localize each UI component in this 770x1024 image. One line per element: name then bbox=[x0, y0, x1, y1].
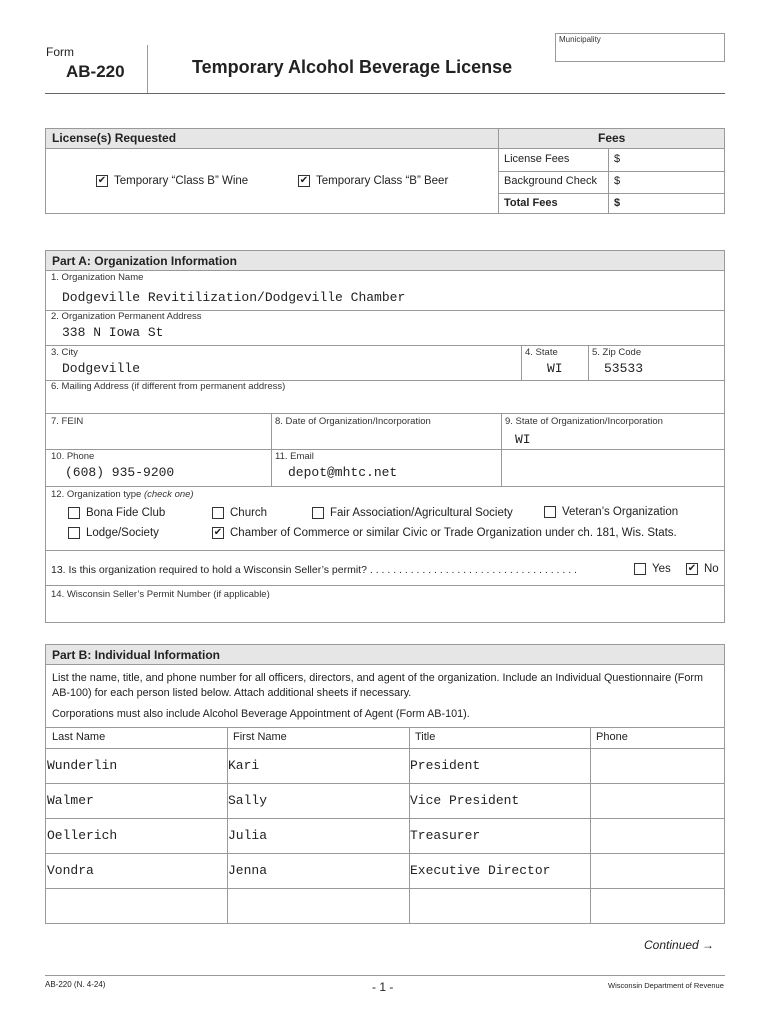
column-header: Phone bbox=[596, 731, 628, 743]
table-cell[interactable]: Jenna bbox=[228, 863, 268, 878]
license-option-wine[interactable]: ✔Temporary “Class B” Wine bbox=[96, 175, 248, 187]
zip-value[interactable]: 53533 bbox=[604, 361, 644, 376]
department-name: Wisconsin Department of Revenue bbox=[608, 981, 724, 990]
org-type-veteran[interactable]: Veteran’s Organization bbox=[544, 506, 678, 518]
state-label: 4. State bbox=[525, 347, 558, 358]
table-cell[interactable]: Vice President bbox=[410, 793, 520, 808]
fees-heading: Fees bbox=[598, 131, 626, 145]
table-cell[interactable]: Oellerich bbox=[47, 828, 118, 843]
org-type-chamber[interactable]: ✔ Chamber of Commerce or similar Civic or Trade Organization under ch. 181, Wis. Stats. bbox=[212, 527, 677, 539]
org-name-label: 1. Organization Name bbox=[51, 272, 144, 283]
part-b-section bbox=[45, 644, 725, 924]
form-code: AB-220 (N. 4-24) bbox=[45, 980, 106, 989]
total-fees-label: Total Fees bbox=[504, 197, 558, 209]
chamber-checkbox[interactable] bbox=[212, 527, 224, 539]
part-b-heading: Part B: Individual Information bbox=[52, 648, 221, 662]
sellers-permit-number-label: 14. Wisconsin Seller’s Permit Number (if applicable) bbox=[51, 589, 270, 600]
state-value[interactable]: WI bbox=[547, 361, 563, 376]
org-type-fair[interactable]: Fair Association/Agricultural Society bbox=[312, 507, 513, 519]
email-value[interactable]: depot@mhtc.net bbox=[288, 465, 398, 480]
form-number: AB-220 bbox=[66, 62, 125, 81]
part-b-corp-note: Corporations must also include Alcohol Beverage Appointment of Agent (Form AB-101). bbox=[52, 708, 470, 720]
bona-fide-checkbox[interactable] bbox=[68, 507, 80, 519]
beer-checkbox[interactable] bbox=[298, 175, 310, 187]
license-option-beer[interactable]: ✔ Temporary Class “B” Beer bbox=[298, 175, 448, 187]
part-a-section bbox=[45, 250, 725, 623]
municipality-label: Municipality bbox=[559, 35, 601, 44]
table-cell[interactable]: President bbox=[410, 758, 481, 773]
sellers-permit-yes[interactable]: Yes bbox=[634, 563, 671, 575]
lodge-checkbox[interactable] bbox=[68, 527, 80, 539]
address-label: 2. Organization Permanent Address bbox=[51, 311, 202, 322]
fair-checkbox[interactable] bbox=[312, 507, 324, 519]
table-cell[interactable]: Wunderlin bbox=[47, 758, 118, 773]
table-cell[interactable]: Julia bbox=[228, 828, 268, 843]
continued-label: Continued → bbox=[644, 938, 715, 952]
inc-state-value[interactable]: WI bbox=[515, 432, 531, 447]
org-type-church[interactable]: Church bbox=[212, 507, 267, 519]
no-checkbox[interactable] bbox=[686, 563, 698, 575]
church-checkbox[interactable] bbox=[212, 507, 224, 519]
veteran-checkbox[interactable] bbox=[544, 506, 556, 518]
yes-checkbox[interactable] bbox=[634, 563, 646, 575]
form-label: Form bbox=[46, 45, 74, 59]
org-type-bona-fide[interactable]: Bona Fide Club bbox=[68, 507, 165, 519]
table-cell[interactable]: Sally bbox=[228, 793, 268, 808]
sellers-permit-question: 13. Is this organization required to hold a Wisconsin Seller’s permit? . . . . . . . . . . . . . . . . . . . . . . . . . . . . . . . . . . . . bbox=[51, 564, 577, 576]
table-cell[interactable]: Kari bbox=[228, 758, 260, 773]
address-value[interactable]: 338 N Iowa St bbox=[62, 325, 164, 340]
page-number: - 1 - bbox=[372, 980, 394, 994]
email-label: 11. Email bbox=[275, 451, 314, 462]
wine-checkbox[interactable] bbox=[96, 175, 108, 187]
org-type-lodge[interactable]: Lodge/Society bbox=[68, 527, 159, 539]
total-fees-value[interactable]: $ bbox=[614, 197, 621, 209]
table-cell[interactable]: Vondra bbox=[47, 863, 94, 878]
city-label: 3. City bbox=[51, 347, 78, 358]
city-value[interactable]: Dodgeville bbox=[62, 361, 141, 376]
background-check-value[interactable]: $ bbox=[614, 175, 621, 187]
inc-state-label: 9. State of Organization/Incorporation bbox=[505, 416, 663, 427]
page-title: Temporary Alcohol Beverage License bbox=[192, 57, 513, 77]
mailing-address-label: 6. Mailing Address (if different from permanent address) bbox=[51, 381, 286, 392]
phone-value[interactable]: (608) 935-9200 bbox=[65, 465, 175, 480]
individual-table bbox=[46, 727, 724, 923]
background-check-label: Background Check bbox=[504, 175, 597, 187]
license-fees-value[interactable]: $ bbox=[614, 153, 621, 165]
column-header: Last Name bbox=[52, 731, 106, 743]
table-cell[interactable]: Walmer bbox=[47, 793, 94, 808]
part-a-heading: Part A: Organization Information bbox=[52, 254, 237, 268]
table-cell[interactable]: Executive Director bbox=[410, 863, 551, 878]
org-type-label: 12. Organization type (check one) bbox=[51, 489, 194, 500]
column-header: Title bbox=[415, 731, 436, 743]
license-fees-label: License Fees bbox=[504, 153, 570, 165]
zip-label: 5. Zip Code bbox=[592, 347, 642, 358]
sellers-permit-no[interactable]: ✔ No bbox=[686, 563, 719, 575]
licenses-heading: License(s) Requested bbox=[52, 131, 177, 145]
table-cell[interactable]: Treasurer bbox=[410, 828, 481, 843]
municipality-field[interactable] bbox=[555, 33, 725, 62]
date-label: 8. Date of Organization/Incorporation bbox=[275, 416, 431, 427]
column-header: First Name bbox=[233, 731, 287, 743]
phone-label: 10. Phone bbox=[51, 451, 95, 462]
fein-label: 7. FEIN bbox=[51, 416, 84, 427]
org-name-value[interactable]: Dodgeville Revitilization/Dodgeville Chamber bbox=[62, 290, 406, 305]
licenses-section bbox=[45, 128, 725, 214]
part-b-instructions: List the name, title, and phone number for all officers, directors, and agent of the organization. Include an Individual Questionnaire (Form AB-100) for each person listed below. Attach additional sheets if necessary. bbox=[52, 672, 703, 699]
